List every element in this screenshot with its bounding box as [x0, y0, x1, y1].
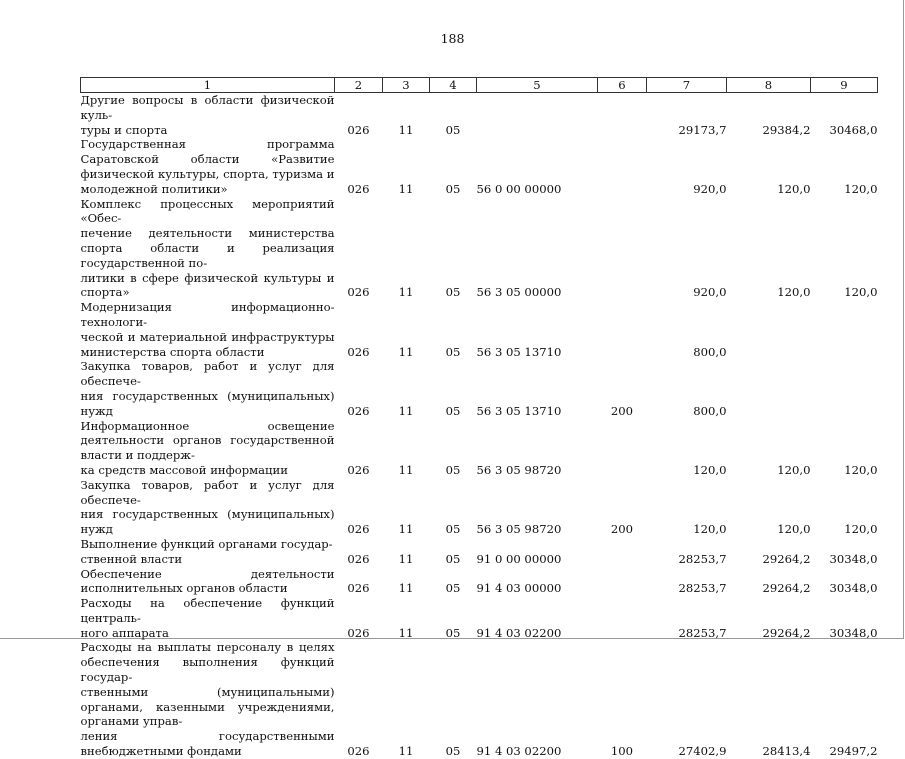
amount-year-2: 29264,2 [762, 551, 811, 566]
expense-type-code [598, 137, 647, 196]
row-name: Расходы на выплаты персоналу в целях обеспечения выполнения функций государ- ственными (муниципальными) органами, казенными учреждениями, органами управ- ления государственными внебюджетными фондами [80, 640, 335, 759]
column-header-2: 2 [335, 78, 383, 93]
grbs-code: 026 [347, 744, 370, 759]
table-row [81, 478, 878, 537]
section-code: 11 [398, 744, 414, 759]
column-header-4: 4 [430, 78, 477, 93]
amount-year-3: 120,0 [844, 522, 878, 537]
grbs-code: 026 [347, 462, 370, 477]
section-code: 11 [398, 344, 414, 359]
expense-type-code [598, 567, 647, 597]
target-article-code: 56 3 05 98720 [476, 462, 562, 477]
grbs-code: 026 [347, 344, 370, 359]
expense-type-code [598, 300, 647, 359]
section-code: 11 [398, 181, 414, 196]
target-article-code: 91 0 00 00000 [476, 551, 562, 566]
amount-year-1: 800,0 [693, 344, 727, 359]
column-header-5: 5 [477, 78, 598, 93]
amount-year-3 [811, 359, 878, 418]
amount-year-3: 30348,0 [829, 581, 878, 596]
column-header-9: 9 [811, 78, 878, 93]
column-header-8: 8 [727, 78, 811, 93]
table-row [81, 567, 878, 597]
amount-year-2: 29264,2 [762, 625, 811, 640]
table-row [81, 419, 878, 478]
amount-year-1: 28253,7 [678, 625, 727, 640]
expense-type-code [598, 596, 647, 640]
amount-year-1: 28253,7 [678, 581, 727, 596]
budget-table [80, 77, 878, 759]
amount-year-2: 120,0 [777, 522, 811, 537]
subsection-code: 05 [445, 462, 461, 477]
amount-year-1: 800,0 [693, 403, 727, 418]
grbs-code: 026 [347, 181, 370, 196]
table-body [81, 93, 878, 759]
amount-year-1: 27402,9 [678, 744, 727, 759]
amount-year-2: 29384,2 [762, 122, 811, 137]
amount-year-3: 120,0 [844, 462, 878, 477]
section-code: 11 [398, 581, 414, 596]
amount-year-1: 920,0 [693, 285, 727, 300]
grbs-code: 026 [347, 403, 370, 418]
amount-year-2: 29264,2 [762, 581, 811, 596]
amount-year-2: 120,0 [777, 285, 811, 300]
amount-year-1: 28253,7 [678, 551, 727, 566]
header-row [81, 78, 878, 93]
amount-year-3: 30348,0 [829, 551, 878, 566]
subsection-code: 05 [445, 744, 461, 759]
table-row [81, 300, 878, 359]
subsection-code: 05 [445, 625, 461, 640]
amount-year-2: 120,0 [777, 462, 811, 477]
amount-year-1: 120,0 [693, 462, 727, 477]
subsection-code: 05 [445, 522, 461, 537]
grbs-code: 026 [347, 522, 370, 537]
expense-type-code [598, 197, 647, 301]
expense-type-code: 200 [610, 522, 634, 537]
amount-year-2 [727, 359, 811, 418]
subsection-code: 05 [445, 581, 461, 596]
expense-type-code [598, 419, 647, 478]
subsection-code: 05 [445, 181, 461, 196]
column-header-7: 7 [647, 78, 727, 93]
row-name: Закупка товаров, работ и услуг для обеспече- ния государственных (муниципальных) нужд [80, 359, 335, 418]
grbs-code: 026 [347, 551, 370, 566]
subsection-code: 05 [445, 344, 461, 359]
section-code: 11 [398, 551, 414, 566]
target-article-code [477, 93, 598, 138]
target-article-code: 56 3 05 00000 [476, 285, 562, 300]
section-code: 11 [398, 285, 414, 300]
amount-year-1: 920,0 [693, 181, 727, 196]
row-name: Информационное освещение деятельности органов государственной власти и поддерж- ка средств массовой информации [80, 418, 335, 477]
grbs-code: 026 [347, 122, 370, 137]
amount-year-2 [727, 300, 811, 359]
table-row [81, 596, 878, 640]
amount-year-3 [811, 300, 878, 359]
target-article-code: 56 0 00 00000 [476, 181, 562, 196]
target-article-code: 91 4 03 02200 [476, 744, 562, 759]
row-name: Другие вопросы в области физической куль- туры и спорта [80, 93, 335, 137]
grbs-code: 026 [347, 625, 370, 640]
row-name: Комплекс процессных мероприятий «Обес- печение деятельности министерства спорта области и реализация государственной по- литики в сфере физической культуры и спорта» [80, 196, 335, 300]
subsection-code: 05 [445, 551, 461, 566]
subsection-code: 05 [445, 285, 461, 300]
table-row [81, 93, 878, 138]
table-row [81, 137, 878, 196]
target-article-code: 56 3 05 13710 [476, 403, 562, 418]
amount-year-2: 28413,4 [762, 744, 811, 759]
section-code: 11 [398, 403, 414, 418]
section-code: 11 [398, 625, 414, 640]
page-number: 188 [440, 31, 465, 46]
expense-type-code [598, 537, 647, 567]
table-row [81, 359, 878, 418]
target-article-code: 56 3 05 98720 [476, 522, 562, 537]
amount-year-1: 29173,7 [678, 122, 727, 137]
row-name: Модернизация информационно-технологи- ческой и материальной инфраструктуры министерства спорта области [80, 300, 335, 359]
expense-type-code: 200 [610, 403, 634, 418]
expense-type-code [598, 93, 647, 138]
row-name: Выполнение функций органами государ- ственной власти [80, 536, 333, 566]
grbs-code: 026 [347, 581, 370, 596]
row-name: Расходы на обеспечение функций централь- ного аппарата [80, 596, 335, 640]
amount-year-1: 120,0 [693, 522, 727, 537]
amount-year-3: 120,0 [844, 285, 878, 300]
table-row [81, 640, 878, 758]
row-name: Закупка товаров, работ и услуг для обеспече- ния государственных (муниципальных) нужд [80, 477, 335, 537]
table-row [81, 197, 878, 301]
row-name: Обеспечение деятельности исполнительных органов области [80, 566, 335, 596]
target-article-code: 91 4 03 02200 [476, 625, 562, 640]
section-code: 11 [398, 522, 414, 537]
table-row [81, 537, 878, 567]
column-header-6: 6 [598, 78, 647, 93]
amount-year-3: 120,0 [844, 181, 878, 196]
target-article-code: 56 3 05 13710 [476, 344, 562, 359]
section-code: 11 [398, 462, 414, 477]
subsection-code: 05 [445, 122, 461, 137]
amount-year-3: 29497,2 [829, 744, 878, 759]
target-article-code: 91 4 03 00000 [476, 581, 562, 596]
subsection-code: 05 [445, 403, 461, 418]
section-code: 11 [398, 122, 414, 137]
row-name: Государственная программа Саратовской области «Развитие физической культуры, спорта, туризма и молодежной политики» [80, 137, 335, 196]
grbs-code: 026 [347, 285, 370, 300]
expense-type-code: 100 [610, 744, 634, 759]
amount-year-3: 30468,0 [829, 122, 878, 137]
amount-year-3: 30348,0 [829, 625, 878, 640]
column-header-1: 1 [81, 78, 335, 93]
amount-year-2: 120,0 [777, 181, 811, 196]
column-header-3: 3 [383, 78, 430, 93]
